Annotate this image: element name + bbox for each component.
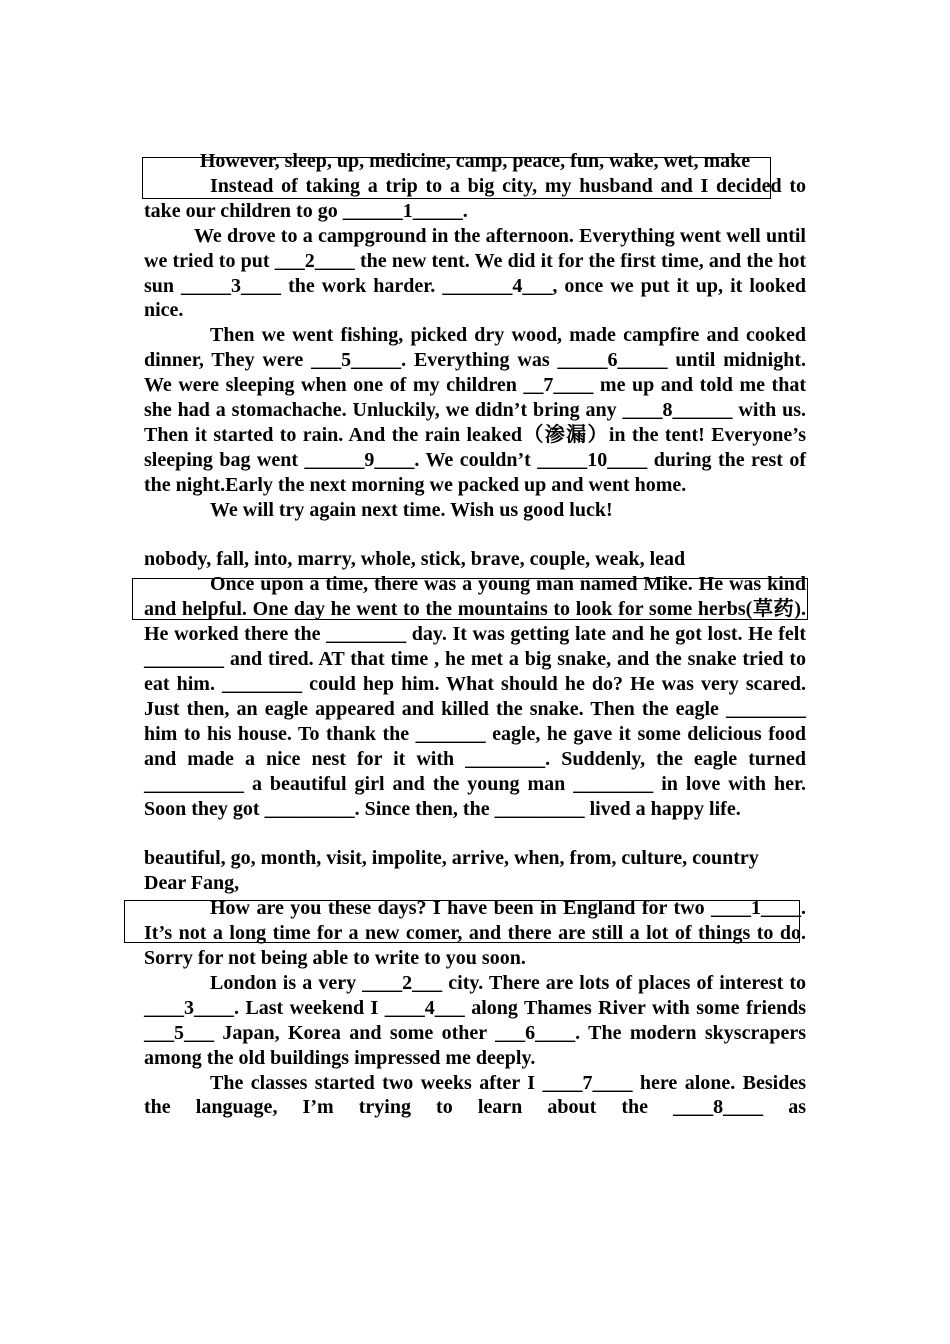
word-bank-3: beautiful, go, month, visit, impolite, arrive, when, from, culture, country: [144, 847, 759, 870]
letter-salutation: Dear Fang,: [144, 872, 240, 895]
exercise-1: [144, 149, 806, 523]
spacer: [144, 523, 806, 548]
word-bank-2: nobody, fall, into, marry, whole, stick, brave, couple, weak, lead: [144, 548, 686, 571]
document-column: [144, 149, 806, 1120]
exercise-3-paragraph-1: How are you these days? I have been in England for two ____1____. It’s not a long time for a new comer, and there are still a lot of things to do. Sorry for not being able to write to you soon.: [144, 897, 806, 969]
word-bank-1: However, sleep, up, medicine, camp, peace, fun, wake, wet, make: [199, 150, 751, 172]
exercise-1-paragraph-3: Then we went fishing, picked dry wood, made campfire and cooked dinner, They were ___5_____. Everything was _____6_____ until midnight. We were sleeping when one of my children __7____ me up and told me that she had a stomachache. Unluckily, we didn’t bring any ____8______ with us. Then it started to rain. And the rain leaked（渗漏）in the tent! Everyone’s sleeping bag went ______9____. We couldn’t _____10____ during the rest of the night.Early the next morning we packed up and went home.: [144, 324, 806, 496]
exercise-1-paragraph-1: Instead of taking a trip to a big city, my husband and I decided to take our children to go ______1_____.: [144, 174, 806, 222]
spacer: [144, 821, 806, 846]
exercise-2: [144, 547, 806, 821]
exercise-3: [144, 846, 806, 1120]
exercise-1-paragraph-4: We will try again next time. Wish us good luck!: [210, 498, 613, 521]
exercise-2-paragraph-1: Once upon a time, there was a young man named Mike. He was kind and helpful. One day he went to the mountains to look for some herbs(草药). He worked there the ________ day. It was getting late and he got lost. He felt ________ and tired. AT that time , he met a big snake, and the snake tried to eat him. ________ could hep him. What should he do? He was very scared. Just then, an eagle appeared and killed the snake. Then the eagle ________ him to his house. To thank the _______ eagle, he gave it some delicious food and made a nice nest for it with ________. Suddenly, the eagle turned __________ a beautiful girl and the young man ________ in love with her. Soon they got _________. Since then, the _________ lived a happy life.: [144, 573, 806, 820]
exercise-1-paragraph-2: We drove to a campground in the afternoon. Everything went well until we tried to put ___2____ the new tent. We did it for the first time, and the hot sun _____3____ the work harder. _______4___, once we put it up, it looked nice.: [144, 224, 806, 322]
exercise-3-paragraph-2: London is a very ____2___ city. There are lots of places of interest to ____3____. Last weekend I ____4___ along Thames River with some friends ___5___ Japan, Korea and some other ___6____. The modern skyscrapers among the old buildings impressed me deeply.: [144, 971, 806, 1069]
exercise-3-paragraph-3: The classes started two weeks after I ____7____ here alone. Besides the language, I’m trying to learn about the ____8____ as: [144, 1071, 806, 1119]
